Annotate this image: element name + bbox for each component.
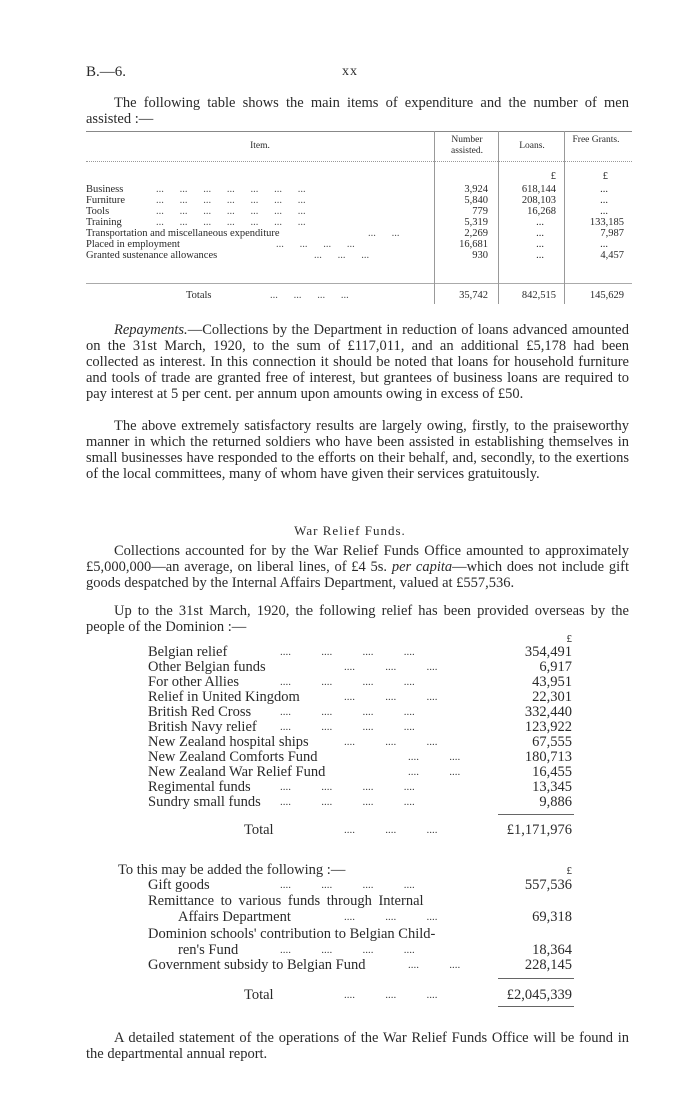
list-item: Sundry small funds .... .... .... .... 9,886 [148, 794, 572, 810]
table-header-number: Number assisted. [451, 135, 483, 156]
overseas-intro-paragraph: Up to the 31st March, 1920, the following relief has been provided overseas by the people of the Dominion :— [86, 603, 629, 635]
table-currency-row [86, 171, 632, 182]
table-top-rule [86, 131, 632, 132]
overseas-relief-list [148, 632, 572, 842]
table-header-grants: Free Grants. [572, 135, 620, 145]
grand-total-underline [498, 1006, 574, 1007]
currency-label-row: £ [566, 633, 572, 645]
list-item: Regimental funds .... .... .... .... 13,345 [148, 779, 572, 795]
page-number: xx [342, 64, 358, 79]
table-totals-row: Totals ... ... ... ... 35,742 842,515 145,629 [186, 290, 624, 301]
table-row: Tools ... ... ... ... ... ... ... 779 16,268 ... [86, 206, 608, 217]
table-row: Training ... ... ... ... ... ... ... 5,319 ... 133,185 [86, 217, 624, 228]
overseas-total-row: Total .... .... .... £1,171,976 [244, 822, 572, 838]
list-item: Relief in United Kingdom .... .... .... 22,301 [148, 689, 572, 705]
list-item: Other Belgian funds .... .... .... 6,917 [148, 659, 572, 675]
repayments-heading: Repayments. [114, 322, 188, 338]
table-row: Furniture ... ... ... ... ... ... ... 5,840 208,103 ... [86, 195, 608, 206]
repayments-text: —Collections by the Department in reduction of loans advanced amounted on the 31st March, 1920, to the sum of £117,011, and an additional £5,178 had been collected as interest. In this connection it should be noted that loans for household furniture and tools of trade are granted free of interest, but grantees of business loans are required to pay interest at 5 per cent. per annum upon amounts owing in excess of £50. [86, 322, 629, 402]
collections-paragraph: Collections accounted for by the War Relief Funds Office amounted to approximately £5,000,000—an average, on liberal lines, of £4 5s. per capita—which does not include gift goods despatched by the Internal Affairs Department, valued at £557,536. [86, 543, 630, 591]
table-header-rule [86, 161, 632, 162]
closing-paragraph: A detailed statement of the operations of the War Relief Funds Office will be found in the departmental annual report. [86, 1030, 629, 1062]
table-row: Granted sustenance allowances ... ... ... 930 ... 4,457 [86, 250, 624, 261]
list-item: Remittance to various funds through Internal [148, 893, 424, 909]
added-intro: To this may be added the following :— [118, 862, 346, 878]
grand-total-row: Total .... .... .... £2,045,339 [244, 987, 572, 1003]
war-relief-title: War Relief Funds. [294, 523, 406, 538]
added-list [148, 864, 572, 1014]
list-item: British Navy relief .... .... .... .... 123,922 [148, 719, 572, 735]
list-item: Gift goods .... .... .... .... 557,536 [148, 877, 572, 893]
list-item: Affairs Department .... .... .... 69,318 [178, 909, 572, 925]
grants-currency: £ [602, 171, 608, 182]
table-row: Placed in employment ... ... ... ... 16,681 ... ... [86, 239, 608, 250]
currency-label-row: £ [566, 865, 572, 877]
document-reference: B.—6. [86, 64, 127, 80]
list-item: British Red Cross .... .... .... .... 332,440 [148, 704, 572, 720]
intro-paragraph: The following table shows the main items of expenditure and the number of men assisted :— [86, 95, 629, 127]
subtotal-rule [498, 814, 574, 815]
loans-currency: £ [550, 171, 556, 182]
table-header-loans: Loans. [519, 141, 545, 151]
list-item: Government subsidy to Belgian Fund .... .... 228,145 [148, 957, 572, 973]
list-item: ren's Fund .... .... .... .... 18,364 [178, 942, 572, 958]
table-row: Business ... ... ... ... ... ... ... 3,924 618,144 ... [86, 184, 608, 195]
repayments-paragraph [86, 322, 629, 402]
list-item: New Zealand War Relief Fund .... .... 16,455 [148, 764, 572, 780]
table-totals-rule [86, 283, 632, 284]
list-item: Dominion schools' contribution to Belgian Child- [148, 926, 436, 942]
list-item: Belgian relief .... .... .... .... 354,491 [148, 644, 572, 660]
table-row: Transportation and miscellaneous expenditure ... ... 2,269 ... 7,987 [86, 228, 624, 239]
table-header-item: Item. [250, 141, 270, 151]
list-item: For other Allies .... .... .... .... 43,951 [148, 674, 572, 690]
list-item: New Zealand hospital ships .... .... .... 67,555 [148, 734, 572, 750]
subtotal-rule [498, 978, 574, 979]
results-paragraph: The above extremely satisfactory results are largely owing, firstly, to the praiseworthy manner in which the returned soldiers who have been assisted in establishing themselves in small businesses have responded to the efforts on their behalf, and, secondly, to the exertions of the local committees, many of whom have given their services gratuitously. [86, 418, 629, 482]
list-item: New Zealand Comforts Fund .... .... 180,713 [148, 749, 572, 765]
expenditure-table [86, 131, 632, 304]
